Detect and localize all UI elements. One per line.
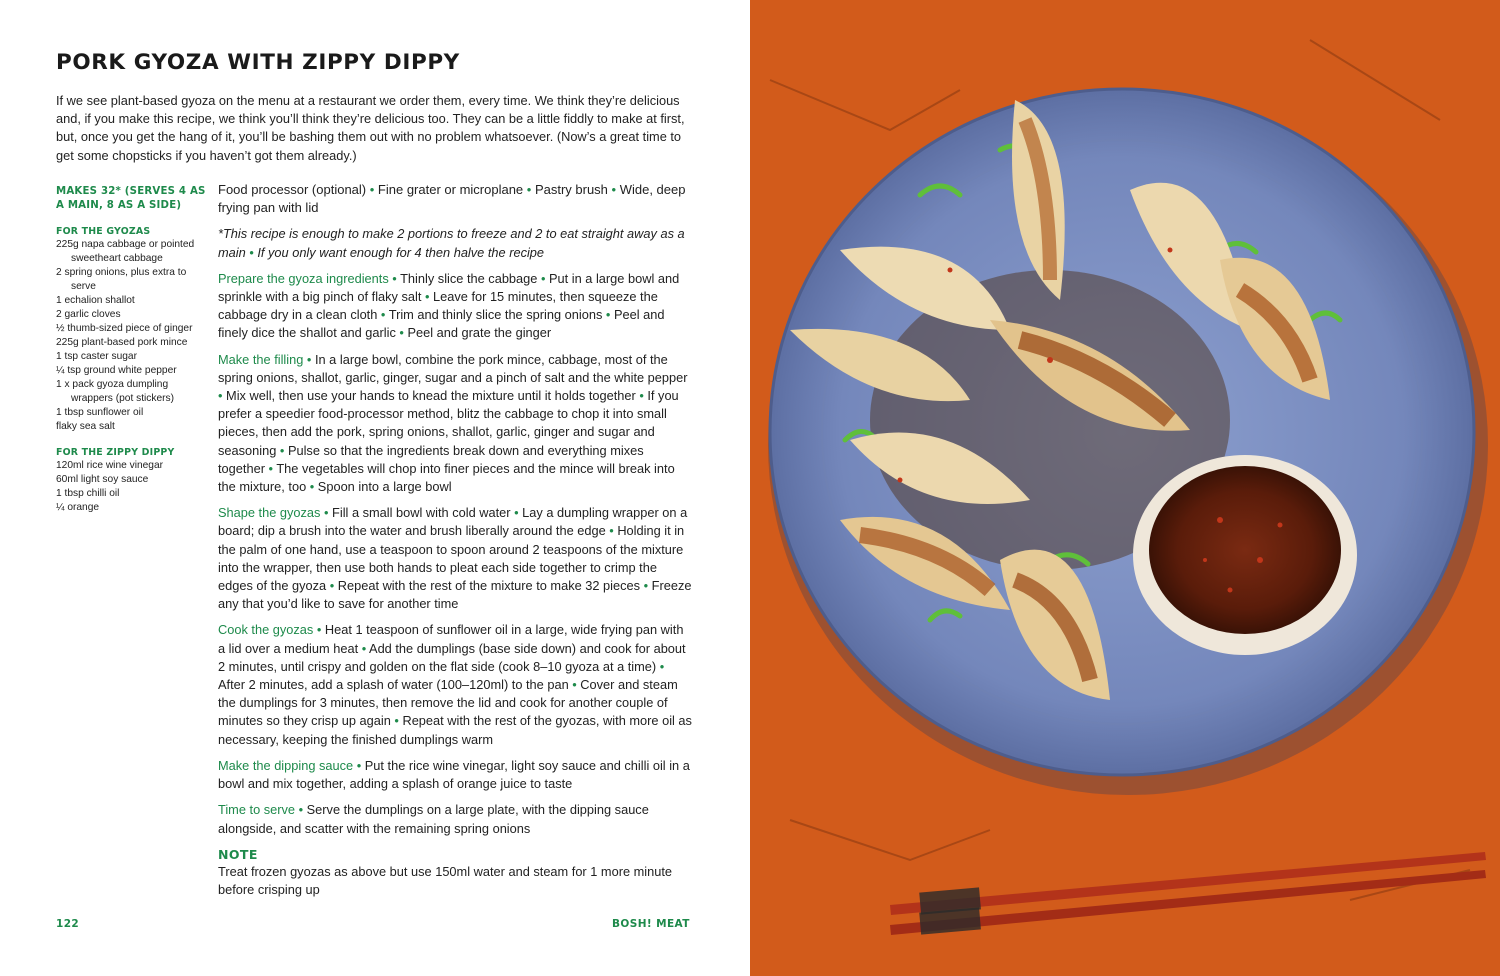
step-title: Time to serve (218, 802, 296, 818)
bullet-separator: • (523, 182, 535, 197)
bullet-separator: • (537, 270, 549, 286)
step-sentence: Leave for 15 minutes, then squeeze the cabbage dry in a clean cloth (218, 289, 658, 323)
step-sentence: Add the dumplings (base side down) and cook for about 2 minutes, until crispy and golden on the flat side (cook 8–10 gyoza at a time) (218, 640, 686, 674)
gyoza-ingredients-list (56, 238, 206, 434)
method-column (218, 181, 694, 899)
step-sentence: Lay a dumpling wrapper on a board; dip a brush into the water and brush liberally around the edge (218, 505, 688, 539)
step-sentence: Heat 1 teaspoon of sunflower oil in a large, wide frying pan with a lid over a medium heat (218, 622, 684, 656)
equipment-list (218, 181, 694, 217)
method-step (218, 351, 694, 497)
step-sentence: Spoon into a large bowl (317, 479, 452, 495)
step-title: Cook the gyozas (218, 622, 314, 638)
gyoza-ingredient-item: ½ thumb-sized piece of ginger (56, 323, 193, 335)
step-sentence: Repeat with the rest of the gyozas, with more oil as necessary, keeping the finished dumplings warm (218, 713, 692, 747)
gyoza-photo (750, 0, 1500, 976)
gyoza-ingredient-item: 1 x pack gyoza dumpling wrappers (pot stickers) (56, 379, 175, 405)
step-sentence: Fill a small bowl with cold water (332, 505, 511, 521)
method-step (218, 801, 694, 837)
gyoza-ingredient-item: 1 echalion shallot (56, 295, 135, 307)
step-sentence: Mix well, then use your hands to knead the mixture until it holds together (226, 388, 636, 404)
step-sentence: If you prefer a speedier food-processor method, blitz the cabbage to chop it into small pieces, then add the pork, spring onions, shallot, garlic, ginger and sugar and seasoning (218, 388, 679, 458)
bullet-separator: • (358, 640, 370, 656)
bullet-separator: • (313, 622, 325, 638)
step-sentence: Thinly slice the cabbage (400, 270, 538, 286)
equipment-item: Fine grater or microplane (377, 182, 524, 197)
step-sentence: After 2 minutes, add a splash of water (100–120ml) to the pan (218, 677, 569, 693)
equipment-item: Pastry brush (534, 182, 608, 197)
bullet-separator: • (395, 325, 408, 341)
footnote-sentence: *This recipe is enough to make 2 portions to freeze and 2 to eat straight away as a main (218, 226, 685, 260)
bullet-separator: • (602, 307, 614, 323)
dippy-ingredients-list (56, 459, 206, 515)
method-steps (218, 270, 694, 838)
dippy-ingredient-item: 120ml rice wine vinegar (56, 460, 164, 472)
step-sentence: Cover and steam the dumplings for 3 minutes, then remove the lid and cook for another couple of minutes so they crisp up again (218, 677, 678, 729)
dippy-ingredient-item: 60ml light soy sauce (56, 474, 149, 486)
bullet-separator: • (640, 578, 652, 594)
step-title: Make the filling (218, 351, 304, 367)
bullet-separator: • (306, 479, 318, 495)
step-sentence: The vegetables will chop into finer pieces and the mince will break into the mixture, too (218, 460, 675, 495)
book-title: BOSH! MEAT (612, 918, 690, 930)
step-sentence: Repeat with the rest of the mixture to make 32 pieces (337, 578, 641, 594)
step-title: Make the dipping sauce (218, 757, 354, 773)
step-sentence: Pulse so that the ingredients break down and everything mixes together (218, 442, 644, 476)
step-sentence: Peel and finely dice the shallot and garlic (218, 307, 665, 341)
servings-label: MAKES 32* (SERVES 4 AS A MAIN, 8 AS A SIDE) (56, 186, 206, 212)
bullet-separator: • (390, 713, 403, 729)
method-step (218, 757, 694, 793)
recipe-intro: If we see plant-based gyoza on the menu at a restaurant we order them, every time. We think they’re delicious and, if you make this recipe, we think you’ll think they’re delicious too. They can be a little fiddly to make at first, but, once you get the hang of it, you’ll be bashing them out with no problem whatsoever. (Now’s a great time to get some chopsticks if you haven’t got them already.) (56, 93, 685, 163)
bullet-separator: • (303, 351, 315, 367)
gyoza-ingredient-item: ¼ tsp ground white pepper (56, 365, 177, 377)
bullet-separator: • (320, 505, 333, 521)
method-step (218, 621, 694, 748)
footnote-sentence: If you only want enough for 4 then halve the recipe (257, 244, 545, 260)
bullet-separator: • (510, 505, 523, 521)
ingredients-sidebar (56, 185, 206, 515)
step-sentence: Put in a large bowl and sprinkle with a big pinch of flaky salt (218, 270, 680, 305)
gyoza-ingredient-item: flaky sea salt (56, 421, 115, 433)
gyoza-ingredient-item: 1 tsp caster sugar (56, 351, 137, 363)
step-sentence: Trim and thinly slice the spring onions (388, 307, 603, 323)
dippy-ingredient-item: 1 tbsp chilli oil (56, 488, 120, 500)
step-sentence: In a large bowl, combine the pork mince, cabbage, most of the spring onions, shallot, garlic, ginger, sugar and a pinch of salt and the white pepper (218, 351, 688, 385)
bullet-separator: • (245, 244, 258, 260)
bullet-separator: • (421, 289, 434, 305)
step-sentence: Freeze any that you’d like to save for another time (218, 578, 692, 612)
bullet-separator: • (295, 802, 307, 818)
bullet-separator: • (635, 388, 648, 404)
bullet-separator: • (326, 578, 338, 594)
bullet-separator: • (605, 523, 618, 539)
step-sentence: Peel and grate the ginger (407, 325, 552, 341)
bullet-separator: • (366, 182, 378, 197)
equipment-item: Wide, deep frying pan with lid (218, 182, 686, 216)
serving-footnote (218, 225, 694, 261)
note-heading: NOTE (218, 846, 258, 862)
method-step (218, 270, 694, 343)
gyoza-ingredients-heading: FOR THE GYOZAS (56, 226, 151, 238)
recipe-title: PORK GYOZA WITH ZIPPY DIPPY (56, 50, 460, 75)
note-text: Treat frozen gyozas as above but use 150ml water and steam for 1 more minute before crisping up (218, 863, 673, 897)
method-step (218, 504, 694, 613)
page-number: 122 (56, 918, 80, 930)
bullet-separator: • (568, 677, 581, 693)
dippy-ingredients-heading: FOR THE ZIPPY DIPPY (56, 447, 175, 459)
gyoza-ingredient-item: 2 spring onions, plus extra to serve (56, 267, 187, 293)
dippy-ingredient-item: ¼ orange (56, 502, 100, 514)
equipment-item: Food processor (optional) (218, 182, 367, 197)
gyoza-ingredient-item: 225g plant-based pork mince (56, 337, 188, 349)
bullet-separator: • (276, 442, 288, 458)
bullet-separator: • (607, 182, 620, 197)
dipping-sauce (1149, 466, 1341, 634)
bullet-separator: • (388, 270, 401, 286)
step-title: Prepare the gyoza ingredients (218, 270, 389, 286)
step-sentence: Holding it in the palm of one hand, use a teaspoon to spoon around 2 teaspoons of the mixture into the wrapper, then use both hands to pleat each side together to crimp the edges of the gyoza (218, 523, 685, 594)
bullet-separator: • (377, 307, 389, 323)
step-title: Shape the gyozas (218, 505, 321, 521)
gyoza-illustration (750, 0, 1500, 976)
step-sentence: Put the rice wine vinegar, light soy sauce and chilli oil in a bowl and mix together, adding a splash of orange juice to taste (218, 757, 690, 792)
bullet-separator: • (353, 757, 365, 773)
gyoza-ingredient-item: 225g napa cabbage or pointed sweetheart cabbage (56, 239, 195, 265)
bullet-separator: • (264, 460, 277, 476)
bullet-separator: • (656, 658, 665, 674)
gyoza-ingredient-item: 1 tbsp sunflower oil (56, 407, 144, 419)
bullet-separator: • (218, 388, 227, 404)
step-sentence: Serve the dumplings on a large plate, with the dipping sauce alongside, and scatter with the remaining spring onions (218, 802, 649, 836)
gyoza-ingredient-item: 2 garlic cloves (56, 309, 121, 321)
